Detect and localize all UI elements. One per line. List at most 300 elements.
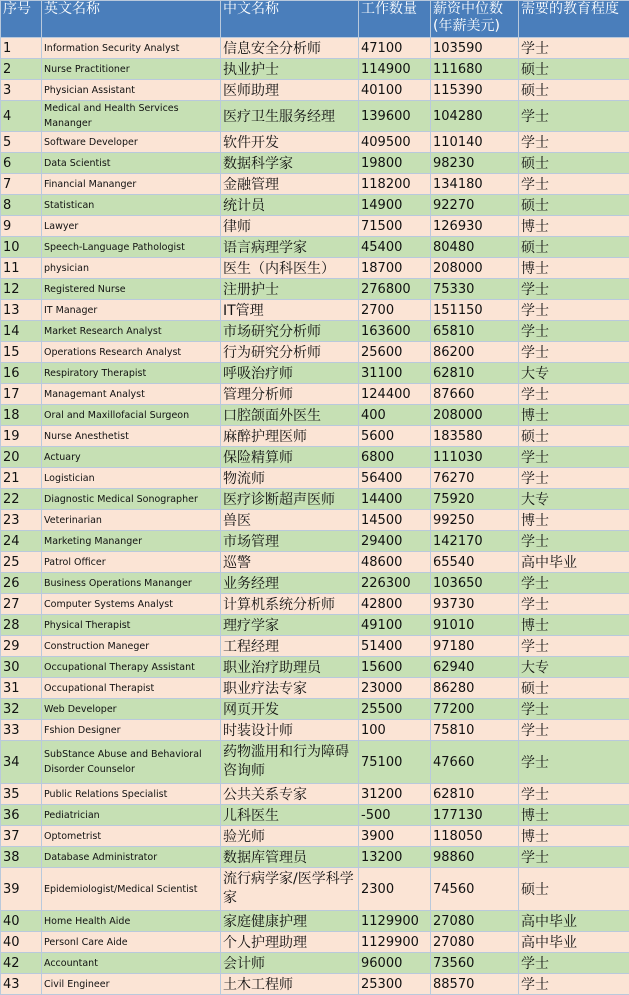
cell-job-count[interactable]: 56400 [359, 468, 431, 489]
cell-index[interactable]: 5 [1, 132, 42, 153]
cell-chinese-name[interactable]: 土木工程师 [221, 974, 359, 995]
cell-english-name[interactable]: Business Operations Mananger [42, 573, 221, 594]
cell-job-count[interactable]: 3900 [359, 826, 431, 847]
cell-education[interactable]: 学士 [519, 953, 629, 974]
cell-chinese-name[interactable]: 数据库管理员 [221, 847, 359, 868]
table-row [1, 101, 629, 132]
cell-english-name[interactable]: Home Health Aide [42, 911, 221, 932]
header-english-name[interactable]: 英文名称 [42, 1, 221, 38]
cell-median-salary[interactable]: 93730 [431, 594, 519, 615]
cell-english-name[interactable]: Occupational Therapy Assistant [42, 657, 221, 678]
cell-median-salary[interactable]: 65540 [431, 552, 519, 573]
table-row [1, 384, 629, 405]
cell-median-salary[interactable]: 183580 [431, 426, 519, 447]
cell-english-name[interactable]: Occupational Therapist [42, 678, 221, 699]
cell-median-salary[interactable]: 177130 [431, 805, 519, 826]
header-chinese-name[interactable]: 中文名称 [221, 1, 359, 38]
cell-english-name[interactable]: Public Relations Specialist [42, 784, 221, 805]
cell-english-name[interactable]: Computer Systems Analyst [42, 594, 221, 615]
cell-job-count[interactable]: 163600 [359, 321, 431, 342]
cell-job-count[interactable]: 42800 [359, 594, 431, 615]
cell-education[interactable]: 学士 [519, 342, 629, 363]
cell-median-salary[interactable]: 208000 [431, 405, 519, 426]
cell-english-name[interactable]: Pediatrician [42, 805, 221, 826]
cell-english-name[interactable]: Veterinarian [42, 510, 221, 531]
cell-index[interactable]: 40 [1, 911, 42, 932]
cell-median-salary[interactable]: 104280 [431, 101, 519, 132]
cell-chinese-name[interactable]: 口腔颌面外医生 [221, 405, 359, 426]
cell-median-salary[interactable]: 62810 [431, 784, 519, 805]
cell-chinese-name[interactable]: 医师助理 [221, 80, 359, 101]
cell-index[interactable]: 17 [1, 384, 42, 405]
table-row [1, 468, 629, 489]
cell-job-count[interactable]: 276800 [359, 279, 431, 300]
cell-chinese-name[interactable]: 统计员 [221, 195, 359, 216]
cell-english-name[interactable]: Respiratory Therapist [42, 363, 221, 384]
cell-education[interactable]: 大专 [519, 489, 629, 510]
cell-index[interactable]: 28 [1, 615, 42, 636]
cell-chinese-name[interactable]: 物流师 [221, 468, 359, 489]
header-median-salary[interactable]: 薪资中位数(年薪美元) [431, 1, 519, 38]
cell-education[interactable]: 博士 [519, 826, 629, 847]
cell-education[interactable]: 博士 [519, 615, 629, 636]
cell-index[interactable]: 16 [1, 363, 42, 384]
cell-index[interactable]: 43 [1, 974, 42, 995]
cell-median-salary[interactable]: 98860 [431, 847, 519, 868]
cell-job-count[interactable]: 23000 [359, 678, 431, 699]
cell-index[interactable]: 24 [1, 531, 42, 552]
cell-english-name[interactable]: Database Administrator [42, 847, 221, 868]
cell-english-name[interactable]: physician [42, 258, 221, 279]
cell-chinese-name[interactable]: 呼吸治疗师 [221, 363, 359, 384]
cell-english-name[interactable]: Fshion Designer [42, 720, 221, 741]
cell-median-salary[interactable]: 142170 [431, 531, 519, 552]
cell-education[interactable]: 大专 [519, 363, 629, 384]
cell-job-count[interactable]: 100 [359, 720, 431, 741]
cell-median-salary[interactable]: 111030 [431, 447, 519, 468]
cell-education[interactable]: 学士 [519, 384, 629, 405]
cell-education[interactable]: 高中毕业 [519, 911, 629, 932]
cell-english-name[interactable]: Lawyer [42, 216, 221, 237]
cell-chinese-name[interactable]: 会计师 [221, 953, 359, 974]
cell-chinese-name[interactable]: 麻醉护理医师 [221, 426, 359, 447]
cell-median-salary[interactable]: 74560 [431, 868, 519, 911]
cell-index[interactable]: 25 [1, 552, 42, 573]
cell-index[interactable]: 27 [1, 594, 42, 615]
cell-index[interactable]: 22 [1, 489, 42, 510]
cell-job-count[interactable]: 25300 [359, 974, 431, 995]
cell-education[interactable]: 学士 [519, 594, 629, 615]
cell-english-name[interactable]: Nurse Practitioner [42, 59, 221, 80]
cell-english-name[interactable]: Marketing Mananger [42, 531, 221, 552]
cell-chinese-name[interactable]: 理疗学家 [221, 615, 359, 636]
cell-median-salary[interactable]: 73560 [431, 953, 519, 974]
cell-index[interactable]: 39 [1, 868, 42, 911]
table-row [1, 826, 629, 847]
table-row [1, 911, 629, 932]
table-row [1, 699, 629, 720]
cell-education[interactable]: 硕士 [519, 59, 629, 80]
table-row [1, 847, 629, 868]
cell-chinese-name[interactable]: 软件开发 [221, 132, 359, 153]
table-row [1, 279, 629, 300]
cell-english-name[interactable]: Oral and Maxillofacial Surgeon [42, 405, 221, 426]
cell-job-count[interactable]: 400 [359, 405, 431, 426]
cell-index[interactable]: 38 [1, 847, 42, 868]
cell-median-salary[interactable]: 65810 [431, 321, 519, 342]
cell-chinese-name[interactable]: IT管理 [221, 300, 359, 321]
cell-index[interactable]: 35 [1, 784, 42, 805]
cell-english-name[interactable]: Physician Assistant [42, 80, 221, 101]
cell-job-count[interactable]: 124400 [359, 384, 431, 405]
cell-education[interactable]: 博士 [519, 510, 629, 531]
cell-index[interactable]: 9 [1, 216, 42, 237]
cell-chinese-name[interactable]: 网页开发 [221, 699, 359, 720]
cell-median-salary[interactable]: 62940 [431, 657, 519, 678]
cell-chinese-name[interactable]: 注册护士 [221, 279, 359, 300]
cell-index[interactable]: 40 [1, 932, 42, 953]
cell-chinese-name[interactable]: 公共关系专家 [221, 784, 359, 805]
table-row [1, 784, 629, 805]
header-index[interactable]: 序号 [1, 1, 42, 38]
table-row [1, 132, 629, 153]
cell-chinese-name[interactable]: 职业疗法专家 [221, 678, 359, 699]
cell-education[interactable]: 学士 [519, 38, 629, 59]
cell-index[interactable]: 18 [1, 405, 42, 426]
cell-median-salary[interactable]: 115390 [431, 80, 519, 101]
table-row [1, 38, 629, 59]
cell-index[interactable]: 12 [1, 279, 42, 300]
cell-index[interactable]: 11 [1, 258, 42, 279]
cell-education[interactable]: 学士 [519, 174, 629, 195]
cell-job-count[interactable]: 19800 [359, 153, 431, 174]
table-row [1, 59, 629, 80]
cell-chinese-name[interactable]: 市场研究分析师 [221, 321, 359, 342]
table-row [1, 636, 629, 657]
cell-english-name[interactable]: Optometrist [42, 826, 221, 847]
cell-chinese-name[interactable]: 时装设计师 [221, 720, 359, 741]
cell-median-salary[interactable]: 80480 [431, 237, 519, 258]
table-row [1, 363, 629, 384]
cell-english-name[interactable]: Actuary [42, 447, 221, 468]
cell-index[interactable]: 19 [1, 426, 42, 447]
cell-job-count[interactable]: 29400 [359, 531, 431, 552]
cell-job-count[interactable]: 51400 [359, 636, 431, 657]
table-row [1, 174, 629, 195]
cell-chinese-name[interactable]: 数据科学家 [221, 153, 359, 174]
cell-chinese-name[interactable]: 家庭健康护理 [221, 911, 359, 932]
cell-education[interactable]: 高中毕业 [519, 552, 629, 573]
cell-job-count[interactable]: 96000 [359, 953, 431, 974]
cell-english-name[interactable]: Web Developer [42, 699, 221, 720]
table-row [1, 510, 629, 531]
table-row [1, 447, 629, 468]
cell-job-count[interactable]: 114900 [359, 59, 431, 80]
cell-chinese-name[interactable]: 行为研究分析师 [221, 342, 359, 363]
cell-median-salary[interactable]: 88570 [431, 974, 519, 995]
cell-job-count[interactable]: 13200 [359, 847, 431, 868]
cell-chinese-name[interactable]: 执业护士 [221, 59, 359, 80]
cell-education[interactable]: 硕士 [519, 153, 629, 174]
cell-index[interactable]: 26 [1, 573, 42, 594]
cell-index[interactable]: 31 [1, 678, 42, 699]
cell-job-count[interactable]: 75100 [359, 741, 431, 784]
cell-median-salary[interactable]: 111680 [431, 59, 519, 80]
cell-english-name[interactable]: Medical and Health Services Mananger [42, 101, 221, 132]
table-row [1, 258, 629, 279]
cell-education[interactable]: 学士 [519, 720, 629, 741]
table-row [1, 573, 629, 594]
cell-index[interactable]: 10 [1, 237, 42, 258]
cell-index[interactable]: 1 [1, 38, 42, 59]
cell-job-count[interactable]: 409500 [359, 132, 431, 153]
cell-chinese-name[interactable]: 兽医 [221, 510, 359, 531]
cell-education[interactable]: 学士 [519, 573, 629, 594]
cell-chinese-name[interactable]: 金融管理 [221, 174, 359, 195]
cell-english-name[interactable]: Information Security Analyst [42, 38, 221, 59]
cell-job-count[interactable]: 6800 [359, 447, 431, 468]
cell-index[interactable]: 42 [1, 953, 42, 974]
cell-education[interactable]: 学士 [519, 101, 629, 132]
cell-median-salary[interactable]: 103590 [431, 38, 519, 59]
cell-english-name[interactable]: Personl Care Aide [42, 932, 221, 953]
cell-english-name[interactable]: Construction Maneger [42, 636, 221, 657]
cell-chinese-name[interactable]: 保险精算师 [221, 447, 359, 468]
cell-index[interactable]: 15 [1, 342, 42, 363]
cell-english-name[interactable]: Data Scientist [42, 153, 221, 174]
cell-education[interactable]: 学士 [519, 279, 629, 300]
cell-english-name[interactable]: SubStance Abuse and Behavioral Disorder Counselor [42, 741, 221, 784]
cell-median-salary[interactable]: 151150 [431, 300, 519, 321]
cell-english-name[interactable]: Civil Engineer [42, 974, 221, 995]
cell-job-count[interactable]: -500 [359, 805, 431, 826]
table-row [1, 321, 629, 342]
cell-median-salary[interactable]: 110140 [431, 132, 519, 153]
cell-index[interactable]: 37 [1, 826, 42, 847]
table-row [1, 153, 629, 174]
cell-english-name[interactable]: Epidemiologist/Medical Scientist [42, 868, 221, 911]
cell-english-name[interactable]: Managemant Analyst [42, 384, 221, 405]
cell-chinese-name[interactable]: 工程经理 [221, 636, 359, 657]
cell-education[interactable]: 硕士 [519, 678, 629, 699]
cell-english-name[interactable]: Speech-Language Pathologist [42, 237, 221, 258]
cell-education[interactable]: 学士 [519, 300, 629, 321]
cell-median-salary[interactable]: 98230 [431, 153, 519, 174]
cell-median-salary[interactable]: 47660 [431, 741, 519, 784]
cell-job-count[interactable]: 15600 [359, 657, 431, 678]
cell-english-name[interactable]: Physical Therapist [42, 615, 221, 636]
cell-chinese-name[interactable]: 计算机系统分析师 [221, 594, 359, 615]
cell-education[interactable]: 博士 [519, 216, 629, 237]
cell-english-name[interactable]: Accountant [42, 953, 221, 974]
cell-chinese-name[interactable]: 信息安全分析师 [221, 38, 359, 59]
cell-job-count[interactable]: 31100 [359, 363, 431, 384]
cell-index[interactable]: 3 [1, 80, 42, 101]
cell-median-salary[interactable]: 134180 [431, 174, 519, 195]
cell-chinese-name[interactable]: 业务经理 [221, 573, 359, 594]
cell-chinese-name[interactable]: 药物滥用和行为障碍咨询师 [221, 741, 359, 784]
table-row [1, 195, 629, 216]
cell-english-name[interactable]: Software Developer [42, 132, 221, 153]
table-row [1, 216, 629, 237]
cell-education[interactable]: 硕士 [519, 868, 629, 911]
cell-chinese-name[interactable]: 医疗诊断超声医师 [221, 489, 359, 510]
table-row [1, 953, 629, 974]
cell-job-count[interactable]: 1129900 [359, 932, 431, 953]
cell-median-salary[interactable]: 75330 [431, 279, 519, 300]
cell-job-count[interactable]: 14400 [359, 489, 431, 510]
cell-english-name[interactable]: Nurse Anesthetist [42, 426, 221, 447]
cell-index[interactable]: 30 [1, 657, 42, 678]
cell-english-name[interactable]: Logistician [42, 468, 221, 489]
cell-index[interactable]: 36 [1, 805, 42, 826]
cell-median-salary[interactable]: 103650 [431, 573, 519, 594]
cell-chinese-name[interactable]: 职业治疗助理员 [221, 657, 359, 678]
cell-education[interactable]: 学士 [519, 741, 629, 784]
cell-median-salary[interactable]: 97180 [431, 636, 519, 657]
table-row [1, 741, 629, 784]
table-row [1, 489, 629, 510]
cell-job-count[interactable]: 139600 [359, 101, 431, 132]
cell-chinese-name[interactable]: 语言病理学家 [221, 237, 359, 258]
cell-index[interactable]: 2 [1, 59, 42, 80]
cell-job-count[interactable]: 49100 [359, 615, 431, 636]
table-row [1, 720, 629, 741]
cell-median-salary[interactable]: 126930 [431, 216, 519, 237]
cell-education[interactable]: 硕士 [519, 195, 629, 216]
cell-median-salary[interactable]: 75920 [431, 489, 519, 510]
cell-chinese-name[interactable]: 管理分析师 [221, 384, 359, 405]
cell-english-name[interactable]: Financial Mananger [42, 174, 221, 195]
header-education[interactable]: 需要的教育程度 [519, 1, 629, 38]
cell-education[interactable]: 硕士 [519, 426, 629, 447]
cell-job-count[interactable]: 40100 [359, 80, 431, 101]
table-row [1, 342, 629, 363]
cell-index[interactable]: 21 [1, 468, 42, 489]
cell-job-count[interactable]: 25500 [359, 699, 431, 720]
table-row [1, 932, 629, 953]
cell-education[interactable]: 博士 [519, 405, 629, 426]
cell-job-count[interactable]: 47100 [359, 38, 431, 59]
cell-index[interactable]: 13 [1, 300, 42, 321]
cell-median-salary[interactable]: 62810 [431, 363, 519, 384]
cell-english-name[interactable]: Registered Nurse [42, 279, 221, 300]
cell-education[interactable]: 大专 [519, 657, 629, 678]
cell-median-salary[interactable]: 27080 [431, 932, 519, 953]
cell-index[interactable]: 7 [1, 174, 42, 195]
cell-job-count[interactable]: 2700 [359, 300, 431, 321]
cell-education[interactable]: 硕士 [519, 80, 629, 101]
cell-education[interactable]: 学士 [519, 447, 629, 468]
cell-chinese-name[interactable]: 个人护理助理 [221, 932, 359, 953]
cell-job-count[interactable]: 14500 [359, 510, 431, 531]
cell-chinese-name[interactable]: 医疗卫生服务经理 [221, 101, 359, 132]
cell-median-salary[interactable]: 76270 [431, 468, 519, 489]
cell-chinese-name[interactable]: 流行病学家/医学科学家 [221, 868, 359, 911]
cell-job-count[interactable]: 71500 [359, 216, 431, 237]
cell-index[interactable]: 4 [1, 101, 42, 132]
cell-index[interactable]: 20 [1, 447, 42, 468]
cell-median-salary[interactable]: 86200 [431, 342, 519, 363]
cell-index[interactable]: 6 [1, 153, 42, 174]
cell-job-count[interactable]: 226300 [359, 573, 431, 594]
table-row [1, 552, 629, 573]
cell-english-name[interactable]: Statistican [42, 195, 221, 216]
cell-job-count[interactable]: 1129900 [359, 911, 431, 932]
cell-english-name[interactable]: Market Research Analyst [42, 321, 221, 342]
cell-english-name[interactable]: Diagnostic Medical Sonographer [42, 489, 221, 510]
cell-job-count[interactable]: 45400 [359, 237, 431, 258]
cell-median-salary[interactable]: 91010 [431, 615, 519, 636]
cell-median-salary[interactable]: 86280 [431, 678, 519, 699]
cell-index[interactable]: 29 [1, 636, 42, 657]
cell-education[interactable]: 硕士 [519, 237, 629, 258]
cell-english-name[interactable]: IT Manager [42, 300, 221, 321]
cell-job-count[interactable]: 48600 [359, 552, 431, 573]
cell-index[interactable]: 34 [1, 741, 42, 784]
table-row [1, 657, 629, 678]
cell-education[interactable]: 学士 [519, 847, 629, 868]
cell-median-salary[interactable]: 75810 [431, 720, 519, 741]
cell-chinese-name[interactable]: 医生（内科医生） [221, 258, 359, 279]
cell-education[interactable]: 高中毕业 [519, 932, 629, 953]
cell-job-count[interactable]: 2300 [359, 868, 431, 911]
cell-chinese-name[interactable]: 儿科医生 [221, 805, 359, 826]
cell-job-count[interactable]: 14900 [359, 195, 431, 216]
cell-job-count[interactable]: 118200 [359, 174, 431, 195]
cell-education[interactable]: 学士 [519, 531, 629, 552]
cell-index[interactable]: 23 [1, 510, 42, 531]
cell-median-salary[interactable]: 77200 [431, 699, 519, 720]
cell-education[interactable]: 学士 [519, 468, 629, 489]
cell-chinese-name[interactable]: 律师 [221, 216, 359, 237]
cell-median-salary[interactable]: 118050 [431, 826, 519, 847]
table-body [1, 38, 629, 995]
table-row [1, 405, 629, 426]
cell-index[interactable]: 14 [1, 321, 42, 342]
cell-median-salary[interactable]: 27080 [431, 911, 519, 932]
cell-english-name[interactable]: Operations Research Analyst [42, 342, 221, 363]
cell-education[interactable]: 学士 [519, 699, 629, 720]
cell-index[interactable]: 32 [1, 699, 42, 720]
cell-job-count[interactable]: 18700 [359, 258, 431, 279]
cell-job-count[interactable]: 31200 [359, 784, 431, 805]
table-row [1, 594, 629, 615]
cell-job-count[interactable]: 25600 [359, 342, 431, 363]
cell-education[interactable]: 学士 [519, 132, 629, 153]
cell-education[interactable]: 博士 [519, 805, 629, 826]
cell-index[interactable]: 33 [1, 720, 42, 741]
cell-chinese-name[interactable]: 市场管理 [221, 531, 359, 552]
cell-median-salary[interactable]: 92270 [431, 195, 519, 216]
cell-chinese-name[interactable]: 验光师 [221, 826, 359, 847]
cell-median-salary[interactable]: 87660 [431, 384, 519, 405]
header-row [1, 1, 629, 38]
cell-education[interactable]: 博士 [519, 258, 629, 279]
cell-education[interactable]: 学士 [519, 784, 629, 805]
cell-chinese-name[interactable]: 巡警 [221, 552, 359, 573]
header-job-count[interactable]: 工作数量 [359, 1, 431, 38]
cell-education[interactable]: 学士 [519, 321, 629, 342]
table-row [1, 805, 629, 826]
cell-job-count[interactable]: 5600 [359, 426, 431, 447]
cell-median-salary[interactable]: 208000 [431, 258, 519, 279]
cell-median-salary[interactable]: 99250 [431, 510, 519, 531]
cell-index[interactable]: 8 [1, 195, 42, 216]
cell-education[interactable]: 学士 [519, 974, 629, 995]
cell-english-name[interactable]: Patrol Officer [42, 552, 221, 573]
cell-education[interactable]: 学士 [519, 636, 629, 657]
